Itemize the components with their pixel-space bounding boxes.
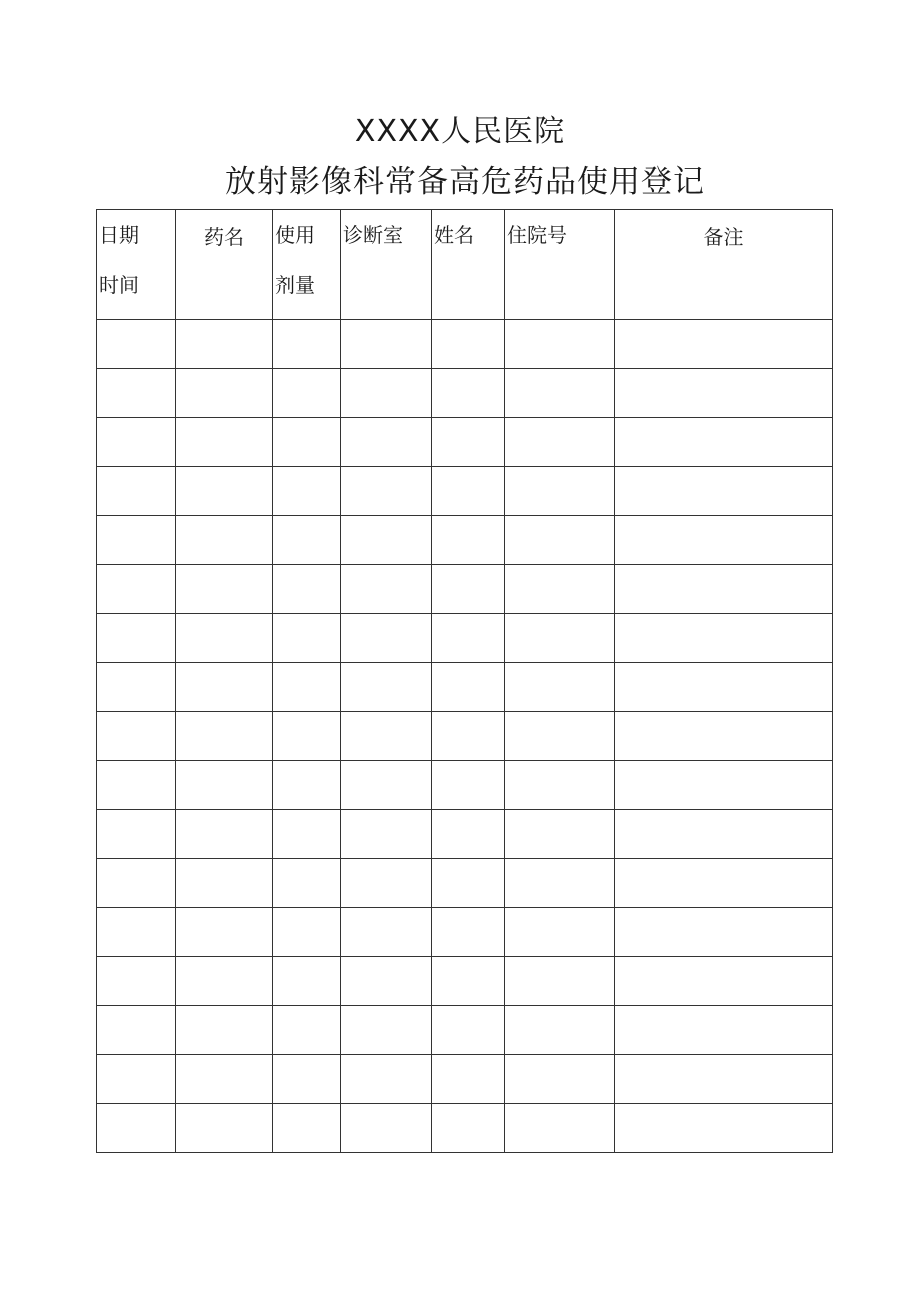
header-drug-name-label: 药名 [204, 225, 244, 249]
table-cell[interactable] [176, 614, 273, 663]
table-cell[interactable] [341, 614, 432, 663]
table-cell[interactable] [615, 1006, 833, 1055]
table-cell[interactable] [615, 810, 833, 859]
table-cell[interactable] [505, 712, 615, 761]
table-row [97, 418, 833, 467]
table-cell[interactable] [615, 908, 833, 957]
table-cell[interactable] [341, 565, 432, 614]
table-cell[interactable] [97, 810, 176, 859]
table-cell[interactable] [273, 663, 341, 712]
table-row [97, 859, 833, 908]
table-cell[interactable] [97, 516, 176, 565]
table-cell[interactable] [273, 1006, 341, 1055]
table-cell[interactable] [97, 1006, 176, 1055]
header-inpatient-no-label: 住院号 [507, 223, 567, 247]
table-cell[interactable] [615, 761, 833, 810]
table-cell[interactable] [432, 761, 505, 810]
table-row [97, 467, 833, 516]
header-dosage [273, 210, 341, 320]
table-cell[interactable] [432, 859, 505, 908]
table-cell[interactable] [505, 418, 615, 467]
table-cell[interactable] [273, 565, 341, 614]
table-cell[interactable] [97, 369, 176, 418]
table-cell[interactable] [97, 908, 176, 957]
table-cell[interactable] [341, 712, 432, 761]
table-row [97, 516, 833, 565]
table-cell[interactable] [341, 810, 432, 859]
table-cell[interactable] [432, 1006, 505, 1055]
table-cell[interactable] [341, 369, 432, 418]
table-cell[interactable] [273, 908, 341, 957]
table-cell[interactable] [97, 712, 176, 761]
table-cell[interactable] [176, 957, 273, 1006]
table-cell[interactable] [97, 1055, 176, 1104]
register-body [97, 320, 833, 1153]
hospital-name: XXXX人民医院 [354, 114, 566, 149]
table-cell[interactable] [341, 761, 432, 810]
table-cell[interactable] [176, 712, 273, 761]
table-cell[interactable] [505, 957, 615, 1006]
table-cell[interactable] [176, 467, 273, 516]
table-cell[interactable] [273, 1104, 341, 1153]
table-row [97, 1055, 833, 1104]
table-cell[interactable] [615, 957, 833, 1006]
header-exam-room [341, 210, 432, 320]
header-remarks-label: 备注 [703, 225, 744, 249]
table-row [97, 908, 833, 957]
form-title: 放射影像科常备高危药品使用登记 [225, 164, 705, 200]
table-cell[interactable] [505, 810, 615, 859]
table-cell[interactable] [432, 810, 505, 859]
table-cell[interactable] [432, 516, 505, 565]
header-patient-name-label: 姓名 [434, 223, 474, 247]
table-cell[interactable] [615, 712, 833, 761]
table-cell[interactable] [273, 761, 341, 810]
table-row [97, 761, 833, 810]
table-header-row [97, 210, 833, 320]
table-cell[interactable] [432, 418, 505, 467]
table-cell[interactable] [432, 467, 505, 516]
table-cell[interactable] [615, 418, 833, 467]
header-date-line2: 时间 [99, 273, 139, 297]
table-cell[interactable] [505, 1006, 615, 1055]
header-dosage-line1: 使用 [275, 223, 315, 247]
table-cell[interactable] [273, 859, 341, 908]
table-cell[interactable] [273, 418, 341, 467]
table-cell[interactable] [615, 1104, 833, 1153]
table-cell[interactable] [341, 516, 432, 565]
table-cell[interactable] [615, 859, 833, 908]
table-cell[interactable] [341, 1006, 432, 1055]
table-cell[interactable] [97, 663, 176, 712]
table-cell[interactable] [432, 1055, 505, 1104]
table-cell[interactable] [176, 663, 273, 712]
table-cell[interactable] [615, 1055, 833, 1104]
table-cell[interactable] [97, 320, 176, 369]
table-cell[interactable] [273, 369, 341, 418]
table-row [97, 1006, 833, 1055]
table-cell[interactable] [273, 516, 341, 565]
table-cell[interactable] [505, 908, 615, 957]
table-cell[interactable] [273, 957, 341, 1006]
table-cell[interactable] [615, 369, 833, 418]
table-cell[interactable] [615, 663, 833, 712]
table-cell[interactable] [615, 467, 833, 516]
table-cell[interactable] [97, 614, 176, 663]
table-cell[interactable] [341, 908, 432, 957]
table-cell[interactable] [615, 516, 833, 565]
header-inpatient-no [505, 210, 615, 320]
header-drug-name [176, 210, 273, 320]
table-cell[interactable] [341, 1104, 432, 1153]
table-row [97, 810, 833, 859]
header-dosage-line2: 剂量 [275, 273, 315, 297]
table-cell[interactable] [432, 614, 505, 663]
table-cell[interactable] [505, 320, 615, 369]
table-row [97, 663, 833, 712]
table-cell[interactable] [176, 908, 273, 957]
table-cell[interactable] [341, 1055, 432, 1104]
header-date-time [97, 210, 176, 320]
table-cell[interactable] [615, 614, 833, 663]
table-cell[interactable] [176, 1104, 273, 1153]
table-cell[interactable] [273, 467, 341, 516]
table-cell[interactable] [176, 859, 273, 908]
table-cell[interactable] [176, 516, 273, 565]
table-cell[interactable] [505, 1055, 615, 1104]
table-row [97, 1104, 833, 1153]
table-cell[interactable] [432, 712, 505, 761]
table-cell[interactable] [432, 565, 505, 614]
header-exam-room-label: 诊断室 [343, 223, 403, 247]
table-cell[interactable] [505, 516, 615, 565]
table-cell[interactable] [341, 859, 432, 908]
table-cell[interactable] [432, 663, 505, 712]
table-cell[interactable] [341, 467, 432, 516]
table-cell[interactable] [176, 810, 273, 859]
table-cell[interactable] [341, 663, 432, 712]
table-cell[interactable] [176, 565, 273, 614]
table-cell[interactable] [97, 859, 176, 908]
header-remarks [615, 210, 833, 320]
table-cell[interactable] [432, 908, 505, 957]
table-cell[interactable] [97, 1104, 176, 1153]
table-row [97, 957, 833, 1006]
table-cell[interactable] [505, 1104, 615, 1153]
table-cell[interactable] [273, 810, 341, 859]
table-cell[interactable] [505, 614, 615, 663]
table-cell[interactable] [341, 320, 432, 369]
table-cell[interactable] [273, 320, 341, 369]
table-cell[interactable] [432, 1104, 505, 1153]
table-cell[interactable] [176, 369, 273, 418]
table-cell[interactable] [505, 859, 615, 908]
header-patient-name [432, 210, 505, 320]
table-cell[interactable] [341, 957, 432, 1006]
table-row [97, 369, 833, 418]
table-row [97, 320, 833, 369]
table-cell[interactable] [341, 418, 432, 467]
table-cell[interactable] [273, 1055, 341, 1104]
table-cell[interactable] [176, 1006, 273, 1055]
table-cell[interactable] [505, 761, 615, 810]
table-row [97, 614, 833, 663]
table-cell[interactable] [273, 614, 341, 663]
table-cell[interactable] [176, 761, 273, 810]
table-cell[interactable] [432, 369, 505, 418]
table-cell[interactable] [97, 467, 176, 516]
table-cell[interactable] [97, 565, 176, 614]
table-cell[interactable] [505, 467, 615, 516]
table-cell[interactable] [97, 957, 176, 1006]
table-cell[interactable] [615, 320, 833, 369]
table-cell[interactable] [505, 663, 615, 712]
table-row [97, 712, 833, 761]
table-cell[interactable] [97, 418, 176, 467]
table-cell[interactable] [97, 761, 176, 810]
table-cell[interactable] [176, 320, 273, 369]
table-cell[interactable] [432, 957, 505, 1006]
table-cell[interactable] [176, 418, 273, 467]
table-cell[interactable] [273, 712, 341, 761]
table-cell[interactable] [505, 369, 615, 418]
table-cell[interactable] [615, 565, 833, 614]
table-cell[interactable] [505, 565, 615, 614]
table-row [97, 565, 833, 614]
header-date-line1: 日期 [99, 223, 139, 247]
register-table [96, 209, 833, 1153]
table-cell[interactable] [432, 320, 505, 369]
table-cell[interactable] [176, 1055, 273, 1104]
